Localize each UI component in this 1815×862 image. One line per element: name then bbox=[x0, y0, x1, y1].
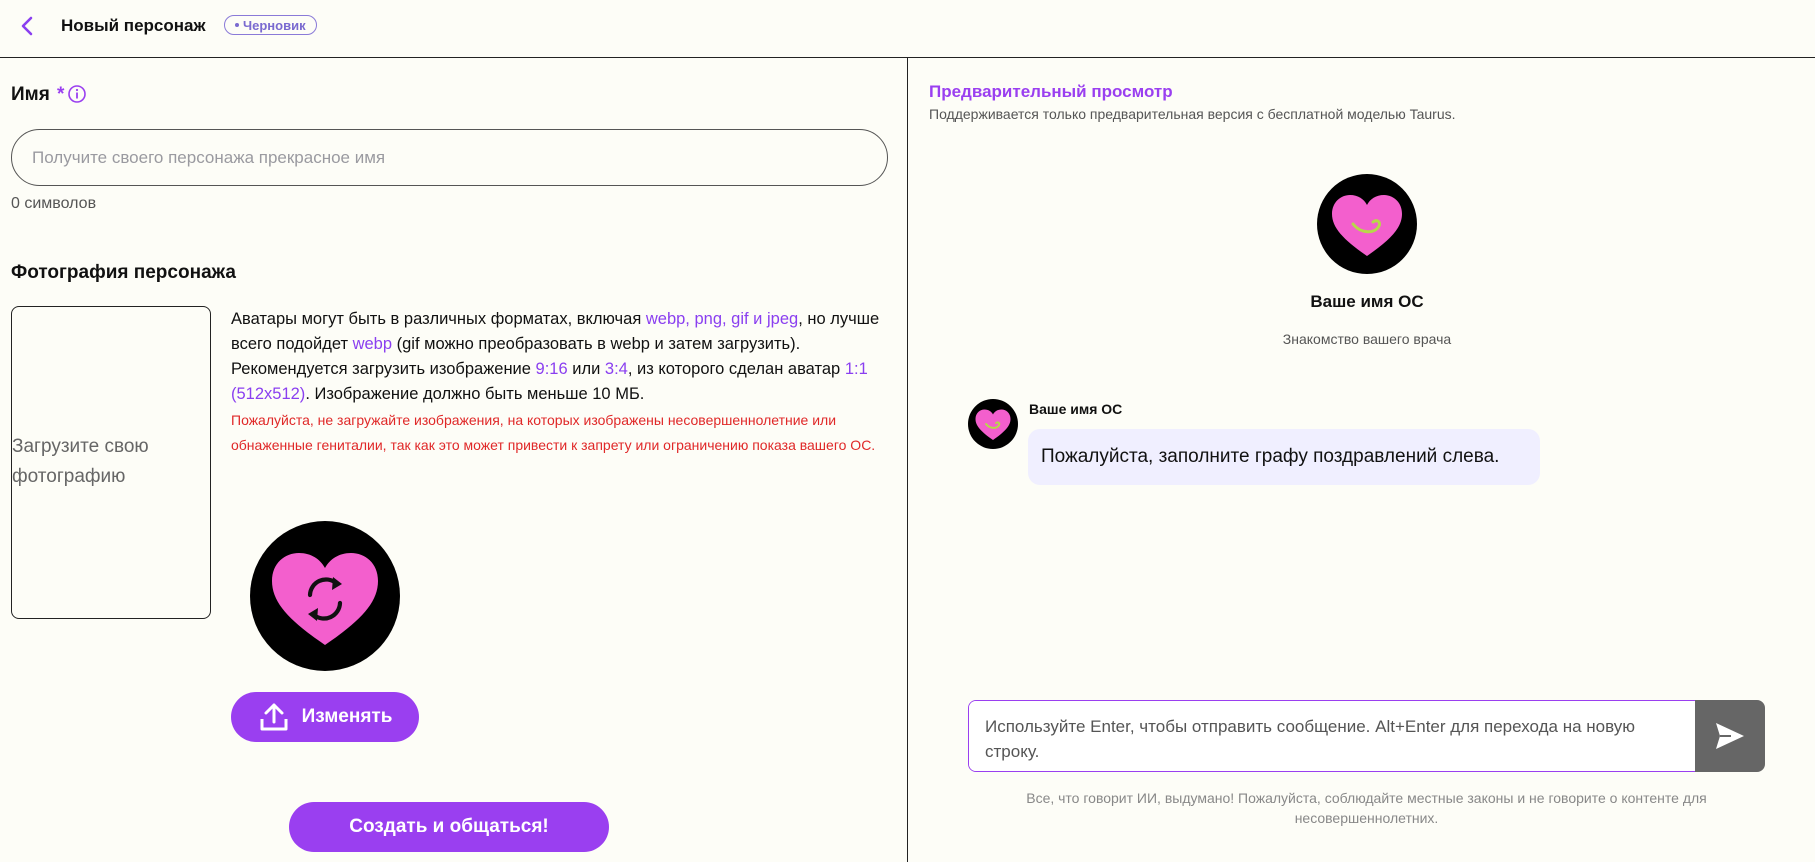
heart-icon bbox=[250, 521, 400, 671]
dot-icon bbox=[235, 23, 239, 27]
panel-divider bbox=[907, 58, 908, 862]
chevron-left-icon bbox=[16, 14, 40, 38]
upload-warning: Пожалуйста, не загружайте изображения, на которых изображены несовершеннолетние или обнаженные гениталии, так как это может привести к запрету или ограничению показа вашего ОС. bbox=[231, 412, 876, 453]
required-mark: * bbox=[57, 84, 65, 105]
desc-ratio: 3:4 bbox=[604, 360, 628, 378]
desc-ratio: 9:16 bbox=[535, 360, 568, 378]
heart-icon bbox=[968, 399, 1018, 449]
name-input[interactable] bbox=[11, 129, 888, 186]
preview-title: Предварительный просмотр bbox=[929, 82, 1173, 101]
chat-message-text: Пожалуйста, заполните графу поздравлений слева. bbox=[1041, 446, 1500, 467]
change-photo-button[interactable] bbox=[231, 692, 419, 742]
desc-text: , из которого сделан аватар bbox=[627, 360, 845, 378]
preview-character-desc: Знакомство вашего врача bbox=[1282, 331, 1452, 347]
desc-avatar-ratio: 1:1 (512x512) bbox=[231, 360, 868, 403]
send-icon bbox=[1713, 719, 1747, 753]
top-bar bbox=[0, 0, 1815, 58]
heart-icon bbox=[1317, 174, 1417, 274]
ai-disclaimer: Все, что говорит ИИ, выдумано! Пожалуйста, соблюдайте местные законы и не говорите о контенте для несовершеннолетних. bbox=[1026, 790, 1707, 826]
back-button[interactable] bbox=[16, 14, 40, 38]
info-icon[interactable] bbox=[67, 84, 87, 104]
desc-formats: webp, png, gif и jpeg bbox=[645, 310, 799, 328]
status-badge-label: Черновик bbox=[243, 17, 306, 33]
desc-text: Аватары могут быть в различных форматах, включая bbox=[231, 310, 646, 328]
create-and-chat-button[interactable]: Создать и общаться! bbox=[289, 802, 609, 852]
send-button[interactable] bbox=[1695, 700, 1765, 772]
preview-subtitle: Поддерживается только предварительная версия с бесплатной моделью Taurus. bbox=[929, 106, 1456, 122]
page-title: Новый персонаж bbox=[61, 16, 206, 35]
message-input[interactable] bbox=[968, 700, 1696, 772]
status-badge bbox=[224, 15, 317, 35]
desc-best-format: webp bbox=[352, 335, 393, 353]
desc-text: (gif можно преобразовать в webp и затем загрузить). Рекомендуется загрузить изображение bbox=[231, 335, 801, 378]
photo-description bbox=[231, 307, 891, 407]
desc-text: или bbox=[567, 360, 605, 378]
photo-label: Фотография персонажа bbox=[11, 262, 236, 283]
char-count: 0 символов bbox=[11, 195, 97, 212]
chat-message bbox=[1028, 429, 1540, 485]
avatar[interactable] bbox=[250, 521, 400, 671]
upload-hint: Загрузите свою фотографию bbox=[12, 436, 149, 487]
photo-upload-area[interactable] bbox=[11, 306, 211, 619]
chat-avatar bbox=[968, 399, 1018, 449]
change-photo-label: Изменять bbox=[301, 706, 393, 727]
name-label: Имя bbox=[11, 84, 50, 105]
desc-text: . Изображение должно быть меньше 10 МБ. bbox=[305, 385, 645, 403]
chat-author: Ваше имя ОС bbox=[1029, 401, 1123, 417]
desc-text: , но лучше всего подойдет bbox=[231, 310, 880, 353]
preview-character-name: Ваше имя ОС bbox=[1310, 292, 1424, 311]
upload-icon bbox=[258, 701, 290, 733]
preview-avatar bbox=[1317, 174, 1417, 274]
